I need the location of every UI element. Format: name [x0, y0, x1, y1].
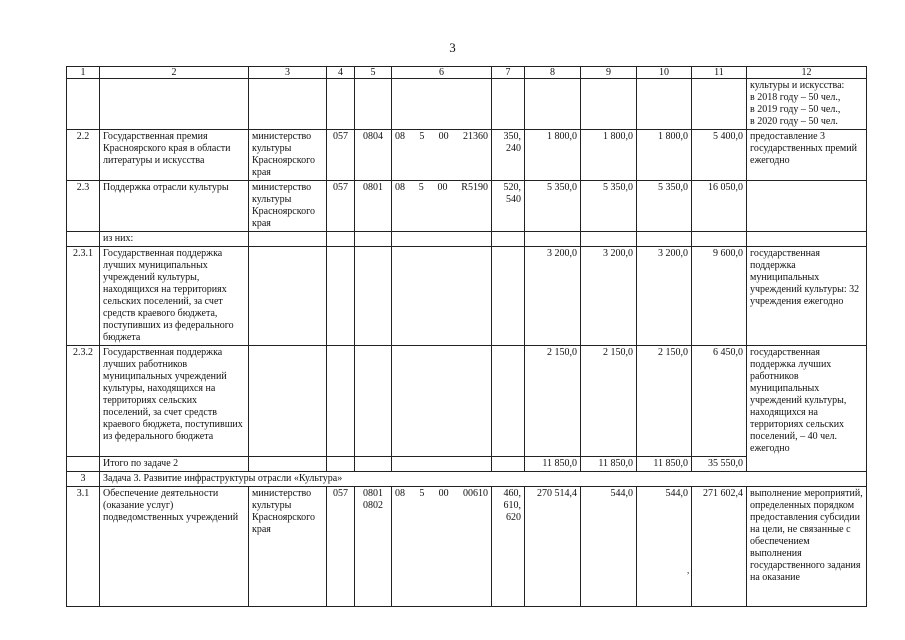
activity-name: Государственная премия Красноярского края в области литературы и искусства — [100, 130, 249, 181]
code-part: R5190 — [461, 182, 488, 193]
expense-type: 520, 540 — [492, 181, 525, 232]
table-row — [67, 130, 867, 181]
table-row-task-heading — [67, 472, 867, 487]
value-2020: 11 850,0 — [637, 457, 692, 472]
value-2020: 3 200,0 — [637, 247, 692, 346]
grbs-name: министерство культуры Красноярского края — [249, 487, 327, 607]
value-2019: 5 350,0 — [581, 181, 637, 232]
value-2020: 544,0 — [637, 487, 692, 607]
column-header: 3 — [249, 67, 327, 79]
expense-type: 350, 240 — [492, 130, 525, 181]
value-2019: 1 800,0 — [581, 130, 637, 181]
value-total: 271 602,4 — [692, 487, 747, 607]
row-number: 3 — [67, 472, 100, 487]
code-part: 5 — [418, 182, 424, 193]
column-header: 4 — [327, 67, 355, 79]
value-2020: 5 350,0 — [637, 181, 692, 232]
column-header: 7 — [492, 67, 525, 79]
table-row — [67, 247, 867, 346]
code-part: 00 — [437, 182, 448, 193]
section-code: 0804 — [355, 130, 392, 181]
table-row-subheading — [67, 232, 867, 247]
value-total: 16 050,0 — [692, 181, 747, 232]
value-2018: 11 850,0 — [525, 457, 581, 472]
table-row — [67, 487, 867, 607]
subheading-label: из них: — [100, 232, 249, 247]
value-2019: 3 200,0 — [581, 247, 637, 346]
row-number: 3.1 — [67, 487, 100, 607]
value-total: 6 450,0 — [692, 346, 747, 457]
task-heading: Задача 3. Развитие инфраструктуры отрасли «Культура» — [100, 472, 867, 487]
value-2018: 2 150,0 — [525, 346, 581, 457]
code-part: 08 — [395, 131, 405, 142]
code-part: 21360 — [462, 131, 488, 142]
result-cell: выполнение мероприятий, определенных порядком предоставления субсидии на цели, не связанные с обеспечением выполнения государственного задания на оказание — [747, 487, 867, 607]
table-row — [67, 346, 867, 457]
grbs-name: министерство культуры Красноярского края — [249, 181, 327, 232]
value-2020: 2 150,0 — [637, 346, 692, 457]
target-article — [392, 487, 492, 607]
value-2019: 11 850,0 — [581, 457, 637, 472]
scan-speck: , — [687, 565, 690, 575]
value-total: 35 550,0 — [692, 457, 747, 472]
row-number: 2.3 — [67, 181, 100, 232]
code-part: 08 — [395, 488, 405, 499]
grbs-code: 057 — [327, 130, 355, 181]
value-total: 5 400,0 — [692, 130, 747, 181]
row-number: 2.3.2 — [67, 346, 100, 457]
activity-name: Обеспечение деятельности (оказание услуг) подведомственных учреждений — [100, 487, 249, 607]
result-cell: культуры и искусства: в 2018 году – 50 чел., в 2019 году – 50 чел., в 2020 году – 50 чел. — [747, 79, 867, 130]
value-2020: 1 800,0 — [637, 130, 692, 181]
column-header: 1 — [67, 67, 100, 79]
code-part: 08 — [395, 182, 405, 193]
activity-name: Поддержка отрасли культуры — [100, 181, 249, 232]
column-header: 11 — [692, 67, 747, 79]
column-header: 8 — [525, 67, 581, 79]
column-header: 10 — [637, 67, 692, 79]
value-total: 9 600,0 — [692, 247, 747, 346]
grbs-name: министерство культуры Красноярского края — [249, 130, 327, 181]
value-2018: 270 514,4 — [525, 487, 581, 607]
code-part: 5 — [419, 488, 425, 499]
target-article — [392, 181, 492, 232]
code-part: 00 — [438, 131, 449, 142]
expense-type: 460, 610, 620 — [492, 487, 525, 607]
column-header: 5 — [355, 67, 392, 79]
activity-name: Государственная поддержка лучших муниципальных учреждений культуры, находящихся на территориях сельских поселений, за счет средств краевого бюджета, поступивших из федерального бюджета — [100, 247, 249, 346]
section-code: 0801 0802 — [355, 487, 392, 607]
program-activities-table — [66, 66, 867, 607]
table-row — [67, 181, 867, 232]
grbs-code: 057 — [327, 487, 355, 607]
grbs-code: 057 — [327, 181, 355, 232]
column-header: 9 — [581, 67, 637, 79]
table-row-continuation — [67, 79, 867, 130]
value-2018: 5 350,0 — [525, 181, 581, 232]
column-header: 12 — [747, 67, 867, 79]
column-number-row — [67, 67, 867, 79]
value-2019: 2 150,0 — [581, 346, 637, 457]
value-2018: 1 800,0 — [525, 130, 581, 181]
row-number: 2.3.1 — [67, 247, 100, 346]
result-cell: предоставление 3 государственных премий ежегодно — [747, 130, 867, 181]
activity-name: Государственная поддержка лучших работников муниципальных учреждений культуры, находящихся на территориях сельских поселений, за счет средств краевого бюджета, поступивших из федерального бюджета — [100, 346, 249, 457]
value-2018: 3 200,0 — [525, 247, 581, 346]
result-cell — [747, 181, 867, 232]
value-2019: 544,0 — [581, 487, 637, 607]
code-part: 5 — [419, 131, 425, 142]
target-article — [392, 130, 492, 181]
column-header: 2 — [100, 67, 249, 79]
column-header: 6 — [392, 67, 492, 79]
code-part: 00 — [438, 488, 449, 499]
section-code: 0801 — [355, 181, 392, 232]
result-cell: государственная поддержка муниципальных учреждений культуры: 32 учреждения ежегодно — [747, 247, 867, 346]
page-number: 3 — [449, 40, 456, 55]
row-number: 2.2 — [67, 130, 100, 181]
total-label: Итого по задаче 2 — [100, 457, 249, 472]
result-cell: государственная поддержка лучших работников муниципальных учреждений культуры, находящихся на территориях сельских поселений, – 40 чел. ежегодно — [747, 346, 867, 472]
code-part: 00610 — [462, 488, 488, 499]
